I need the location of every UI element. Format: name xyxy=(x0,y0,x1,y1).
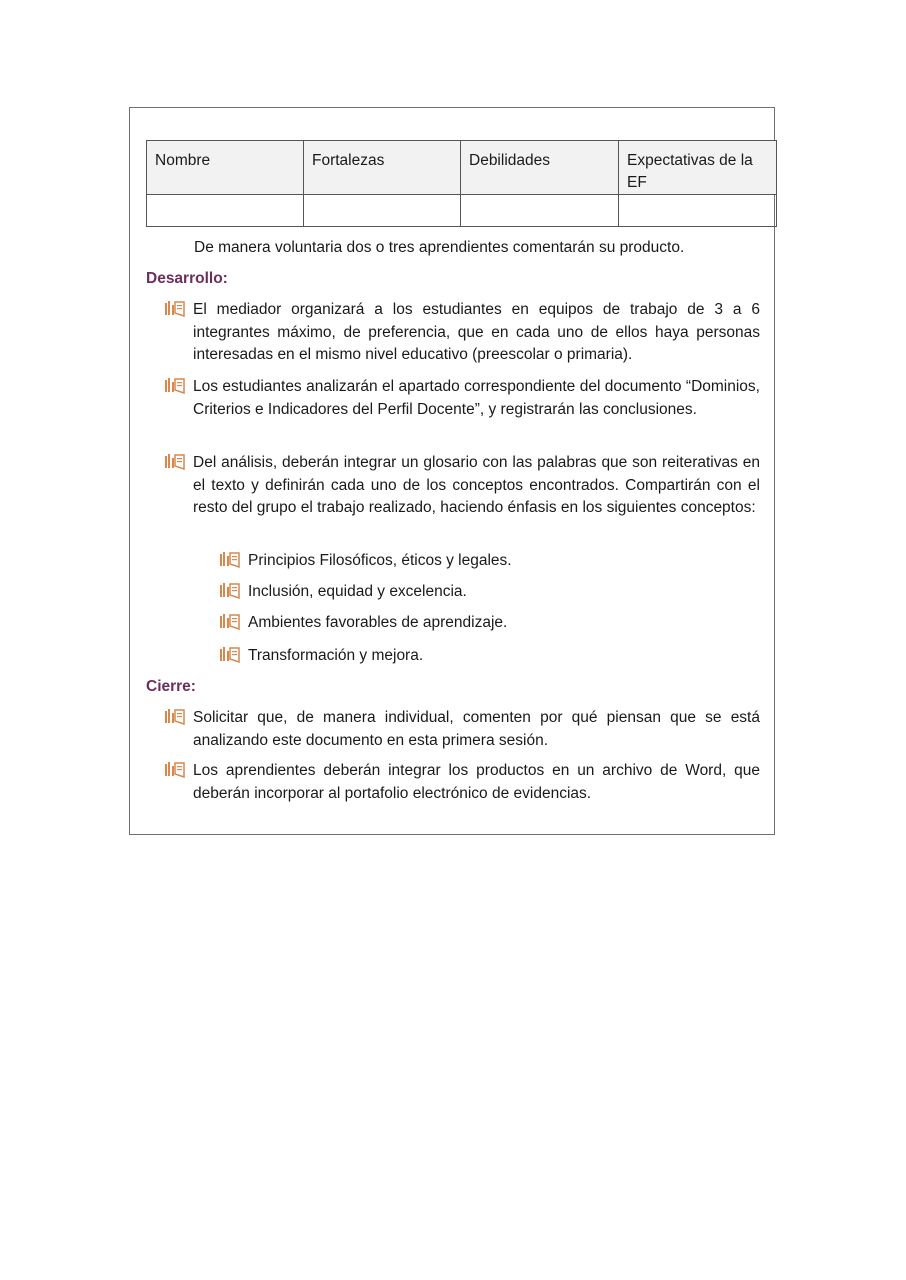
table-header-cell: Expectativas de la EF xyxy=(619,141,777,195)
sub-list-item-text: Inclusión, equidad y excelencia. xyxy=(248,583,467,600)
table-row xyxy=(147,195,777,227)
book-bullet-icon xyxy=(220,552,240,568)
book-bullet-icon xyxy=(165,709,185,725)
book-bullet-icon xyxy=(220,583,240,599)
list-item-text: Los aprendientes deberán integrar los productos en un archivo de Word, que deberán incorporar al portafolio electrónico de evidencias. xyxy=(193,762,760,802)
evaluation-table xyxy=(146,140,777,227)
list-item-text: Solicitar que, de manera individual, comenten por qué piensan que se está analizando este documento en esta primera sesión. xyxy=(193,709,760,749)
table-cell xyxy=(619,195,777,227)
table-header-cell: Nombre xyxy=(147,141,304,195)
sub-list-item-text: Transformación y mejora. xyxy=(248,647,424,664)
intro-paragraph: De manera voluntaria dos o tres aprendientes comentarán su producto. xyxy=(194,239,685,256)
table-cell xyxy=(461,195,619,227)
book-bullet-icon xyxy=(165,378,185,394)
table-header-cell: Fortalezas xyxy=(304,141,461,195)
book-bullet-icon xyxy=(165,762,185,778)
table-cell xyxy=(147,195,304,227)
book-bullet-icon xyxy=(220,647,240,663)
book-bullet-icon xyxy=(165,301,185,317)
book-bullet-icon xyxy=(165,454,185,470)
sub-list-item-text: Principios Filosóficos, éticos y legales. xyxy=(248,552,512,569)
table-header-row xyxy=(147,141,777,195)
list-item-text: Los estudiantes analizarán el apartado correspondiente del documento “Dominios, Criterios e Indicadores del Perfil Docente”, y registrarán las conclusiones. xyxy=(193,378,760,418)
list-item-text: El mediador organizará a los estudiantes en equipos de trabajo de 3 a 6 integrantes máximo, de preferencia, que en cada uno de ellos haya personas interesadas en el mismo nivel educativo (preescolar o primaria). xyxy=(193,301,760,363)
desarrollo-heading: Desarrollo: xyxy=(146,270,228,287)
table-cell xyxy=(304,195,461,227)
list-item-text: Del análisis, deberán integrar un glosario con las palabras que son reiterativas en el texto y definirán cada uno de los conceptos encontrados. Compartirán con el resto del grupo el trabajo realizado, haciendo énfasis en los siguientes conceptos: xyxy=(193,454,760,516)
cierre-heading: Cierre: xyxy=(146,678,196,695)
book-bullet-icon xyxy=(220,614,240,630)
table-header-cell: Debilidades xyxy=(461,141,619,195)
sub-list-item-text: Ambientes favorables de aprendizaje. xyxy=(248,614,508,631)
